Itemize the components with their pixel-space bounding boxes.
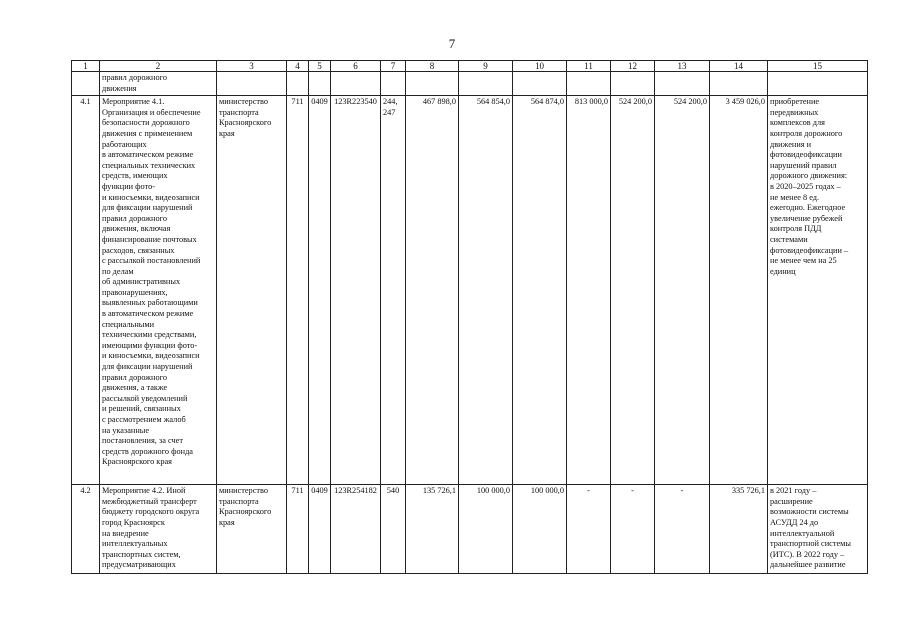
amount-2022: 564 874,0: [513, 96, 567, 485]
amount-2020: 135 726,1: [406, 485, 459, 574]
expected-result-cell: приобретение передвижных комплексов для контроля дорожного движения и фотовидеофиксации нарушений правил дорожного движения: в 2020–2025 годах – не менее 8 ед. ежегодно. Ежегодное увеличение рубежей контроля ПДД системами фотовидеофиксации – не менее чем на 25 единиц: [768, 96, 868, 485]
rzpr-cell: 0409: [309, 485, 331, 574]
grbs-cell: 711: [287, 96, 309, 485]
expected-result-cell: в 2021 году – расширение возможности системы АСУДД 24 до интеллектуальной транспортной системы (ИТС). В 2022 году – дальнейшее развитие: [768, 485, 868, 574]
column-header: 15: [768, 61, 868, 72]
row-number: 4.1: [72, 96, 100, 485]
amount-2024: 524 200,0: [611, 96, 655, 485]
table-row-continued: [72, 72, 868, 96]
amount-2023: -: [567, 485, 611, 574]
column-header: 5: [309, 61, 331, 72]
column-header: 10: [513, 61, 567, 72]
column-header: 12: [611, 61, 655, 72]
amount-2020: 467 898,0: [406, 96, 459, 485]
column-header: 11: [567, 61, 611, 72]
column-header: 6: [331, 61, 381, 72]
executor-cell: министерство транспорта Красноярского края: [217, 485, 287, 574]
amount-2024: -: [611, 485, 655, 574]
grbs-cell: 711: [287, 485, 309, 574]
column-header: 7: [381, 61, 406, 72]
column-header: 8: [406, 61, 459, 72]
csr-cell: 123R223540: [331, 96, 381, 485]
description-cell: правил дорожного движения: [100, 72, 217, 96]
table-row-4-2: [72, 485, 868, 574]
rzpr-cell: 0409: [309, 96, 331, 485]
amount-2025: -: [655, 485, 710, 574]
column-header: 14: [710, 61, 768, 72]
row-number: 4.2: [72, 485, 100, 574]
description-cell: Мероприятие 4.1. Организация и обеспечение безопасности дорожного движения с применением работающих в автоматическом режиме специальных технических средств, имеющих функции фото- и киносъемки, видеозаписи для фиксации нарушений правил дорожного движения, включая финансирование почтовых расходов, связанных с рассылкой постановлений по делам об административных правонарушениях, выявленных работающими в автоматическом режиме специальными техническими средствами, имеющими функции фото- и киносъемки, видеозаписи для фиксации нарушений правил дорожного движения, а также рассылкой уведомлений и решений, связанных с рассмотрением жалоб на указанные постановления, за счет средств дорожного фонда Красноярского края: [100, 96, 217, 485]
amount-2022: 100 000,0: [513, 485, 567, 574]
column-header: 4: [287, 61, 309, 72]
column-header: 2: [100, 61, 217, 72]
vr-cell: 540: [381, 485, 406, 574]
column-header: 9: [459, 61, 513, 72]
amount-2023: 813 000,0: [567, 96, 611, 485]
column-header: 13: [655, 61, 710, 72]
description-cell: Мероприятие 4.2. Иной межбюджетный трансферт бюджету городского округа город Красноярск на внедрение интеллектуальных транспортных систем, предусматривающих: [100, 485, 217, 574]
column-number-row: [72, 61, 868, 72]
executor-cell: министерство транспорта Красноярского края: [217, 96, 287, 485]
amount-total: 335 726,1: [710, 485, 768, 574]
page-number: 7: [448, 36, 456, 51]
table-row-4-1: [72, 96, 868, 485]
amount-2021: 564 854,0: [459, 96, 513, 485]
column-header: 3: [217, 61, 287, 72]
amount-total: 3 459 026,0: [710, 96, 768, 485]
program-activities-table: [71, 60, 868, 574]
amount-2021: 100 000,0: [459, 485, 513, 574]
csr-cell: 123R254182: [331, 485, 381, 574]
vr-cell: 244, 247: [381, 96, 406, 485]
column-header: 1: [72, 61, 100, 72]
amount-2025: 524 200,0: [655, 96, 710, 485]
